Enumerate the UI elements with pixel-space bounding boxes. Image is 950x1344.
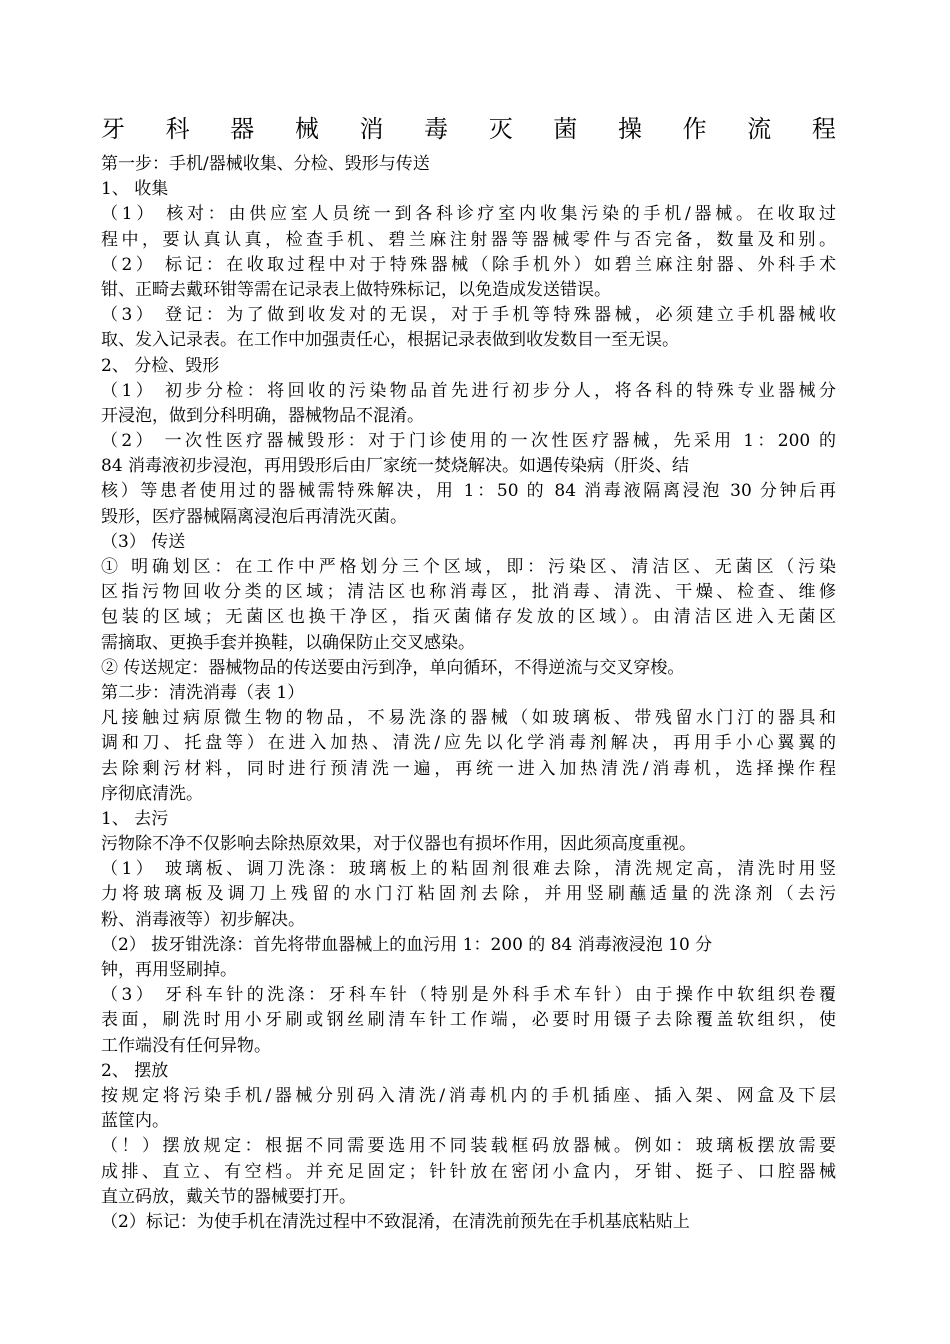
text-line: 直立码放，戴关节的器械要打开。 [101, 1186, 356, 1207]
text-line: （3） 牙科车针的洗涤：牙科车针（特别是外科手术车针）由于操作中软组织卷覆 [101, 985, 836, 1006]
title-char: 流 [747, 115, 772, 143]
text-line: 污物除不净不仅影响去除热原效果，对于仪器也有损坏作用，因此须高度重视。 [101, 834, 696, 855]
text-line: 按规定将污染手机/器械分别码入清洗/消毒机内的手机插座、插入架、网盒及下层 [101, 1085, 836, 1106]
text-line: （！）摆放规定：根据不同需要选用不同装载框码放器械。例如：玻璃板摆放需要 [101, 1136, 836, 1157]
document-title [101, 112, 836, 146]
title-char: 程 [811, 115, 836, 143]
text-line: 1、 去污 [101, 808, 169, 829]
text-line: （1） 玻璃板、调刀洗涤：玻璃板上的粘固剂很难去除，清洗规定高，清洗时用竖 [101, 859, 836, 880]
text-line: 1、 收集 [101, 179, 169, 200]
text-line: 取、发入记录表。在工作中加强责任心，根据记录表做到收发数目一至无误。 [101, 330, 679, 351]
text-line: 开浸泡，做到分科明确，器械物品不混淆。 [101, 405, 424, 426]
text-line: 第一步：手机/器械收集、分检、毁形与传送 [101, 154, 430, 174]
text-line: （1） 初步分检：将回收的污染物品首先进行初步分人，将各科的特殊专业器械分 [101, 380, 836, 401]
title-char: 毒 [424, 115, 449, 143]
text-line: 蓝筐内。 [101, 1111, 169, 1132]
title-char: 器 [230, 115, 255, 143]
text-line: 程中，要认真认真，检查手机、碧兰麻注射器等器械零件与否完备，数量及和别。 [101, 229, 836, 250]
text-line: （3） 登记：为了做到收发对的无误，对于手机等特殊器械，必须建立手机器械收 [101, 305, 836, 326]
text-line: 第二步：清洗消毒（表 1） [101, 682, 305, 703]
text-line: 区指污物回收分类的区域；清洁区也称消毒区，批消毒、清洗、干燥、检查、维修 [101, 582, 836, 603]
text-line: （3） 传送 [101, 531, 186, 552]
text-line: 凡接触过病原微生物的物品，不易洗涤的器械（如玻璃板、带残留水门汀的器具和 [101, 708, 836, 729]
text-line: （2）标记：为使手机在清洗过程中不致混淆，在清洗前预先在手机基底粘贴上 [101, 1211, 690, 1232]
text-line: 84 消毒液初步浸泡，再用毁形后由厂家统一焚烧解决。如遇传染病（肝炎、结 [101, 456, 690, 477]
title-char: 科 [165, 115, 190, 143]
text-line: ① 明确划区：在工作中严格划分三个区域，即：污染区、清洁区、无菌区（污染 [101, 557, 836, 577]
text-line: 调和刀、托盘等）在进入加热、清洗/应先以化学消毒剂解决，再用手小心翼翼的 [101, 733, 836, 754]
text-line: （2） 标记：在收取过程中对于特殊器械（除手机外）如碧兰麻注射器、外科手术 [101, 254, 836, 275]
text-line: 毁形，医疗器械隔离浸泡后再清洗灭菌。 [101, 506, 407, 527]
text-line: （1） 核对：由供应室人员统一到各科诊疗室内收集污染的手机/器械。在收取过 [101, 204, 836, 225]
text-line: 表面，刷洗时用小牙刷或钢丝刷清车针工作端，必要时用镊子去除覆盖软组织，使 [101, 1010, 836, 1031]
title-char: 操 [618, 115, 642, 143]
text-line: 钳、正畸去戴环钳等需在记录表上做特殊标记，以免造成发送错误。 [101, 279, 611, 300]
text-line: 包装的区域；无菌区也换干净区，指灭菌储存发放的区域）。由清洁区进入无菌区 [101, 607, 836, 628]
text-line: 成排、直立、有空档。并充足固定；针针放在密闭小盒内，牙钳、挺子、口腔器械 [101, 1161, 836, 1182]
text-line: 2、 分检、毁形 [101, 355, 220, 376]
text-line: 力将玻璃板及调刀上残留的水门汀粘固剂去除，并用竖刷蘸适量的洗涤剂（去污 [101, 884, 836, 905]
text-line: 序彻底清洗。 [101, 783, 203, 804]
text-line: 去除剩污材料，同时进行预清洗一遍，再统一进入加热清洗/消毒机，选择操作程 [101, 758, 836, 779]
text-line: 工作端没有任何异物。 [101, 1035, 271, 1056]
text-line: 粉、消毒液等）初步解决。 [101, 909, 305, 930]
text-line: 核）等患者使用过的器械需特殊解决，用 1：50 的 84 消毒液隔离浸泡 30 分钟后再 [101, 481, 836, 502]
text-line: ② 传送规定：器械物品的传送要由污到净，单向循环，不得逆流与交叉穿梭。 [101, 657, 685, 678]
document-page [101, 112, 836, 1235]
text-line: （2） 一次性医疗器械毁形：对于门诊使用的一次性医疗器械，先采用 1：200 的 [101, 431, 836, 452]
text-line: 钟，再用竖刷掉。 [101, 960, 237, 980]
text-line: 需摘取、更换手套并换鞋，以确保防止交叉感染。 [101, 632, 475, 653]
title-char: 消 [359, 115, 384, 143]
title-char: 作 [682, 115, 707, 143]
title-char: 灭 [488, 115, 513, 143]
title-char: 械 [294, 115, 319, 143]
title-char: 菌 [553, 115, 578, 143]
document-body [101, 152, 836, 1235]
title-char: 牙 [101, 115, 125, 143]
text-line: （2） 拔牙钳洗涤：首先将带血器械上的血污用 1：200 的 84 消毒液浸泡 10 分 [101, 934, 713, 955]
text-line: 2、 摆放 [101, 1060, 169, 1081]
